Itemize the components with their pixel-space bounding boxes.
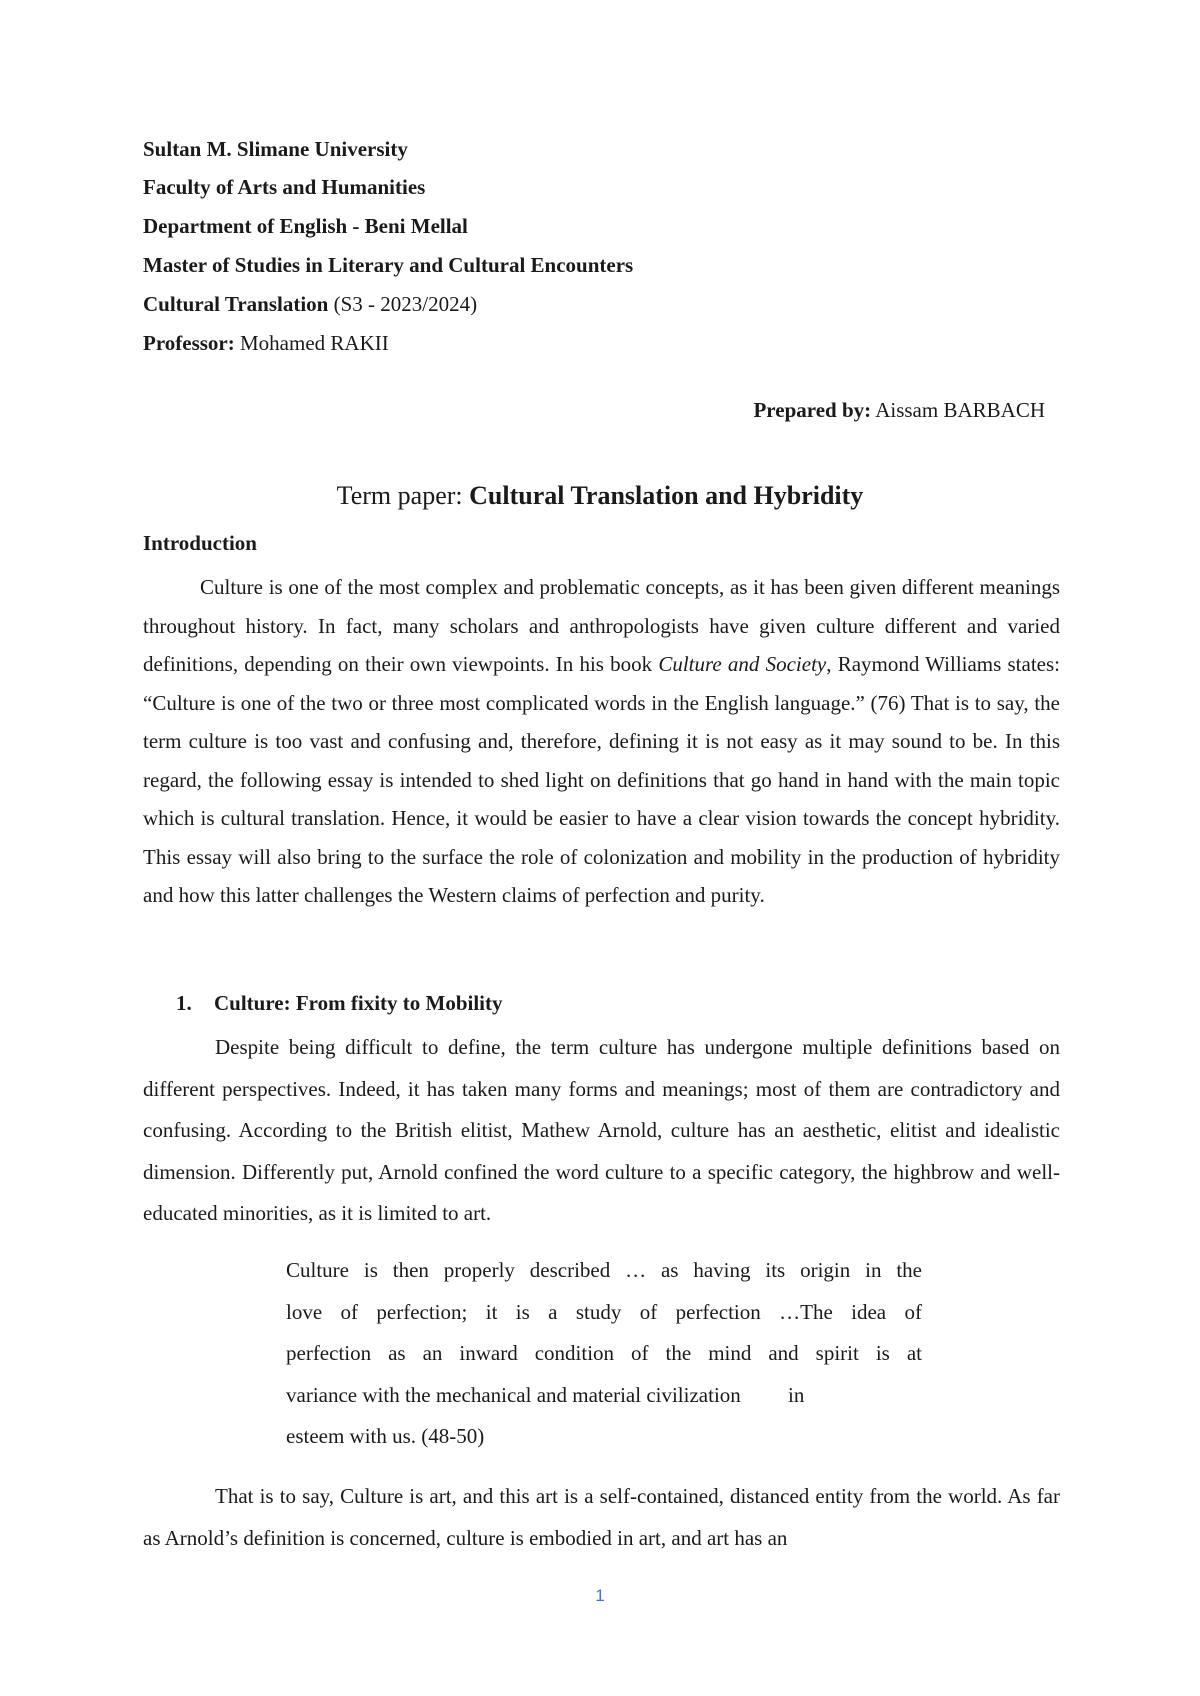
course-line — [143, 291, 477, 317]
professor-label: Professor: — [143, 331, 235, 355]
section-1-number: 1. — [176, 991, 192, 1015]
section-1-paragraph — [143, 1027, 1060, 1235]
quote-line: love of perfection; it is a study of perfection …The idea of — [286, 1299, 922, 1324]
paper-title — [0, 480, 1200, 512]
section-1-text: Despite being difficult to define, the term culture has undergone multiple definitions based on different perspectives. Indeed, it has taken many forms and meanings; most of them are contradictory and confusing. According to the British elitist, Mathew Arnold, culture has an aesthetic, elitist and idealistic dimension. Differently put, Arnold confined the word culture to a specific category, the highbrow and well-educated minorities, as it is limited to art. — [143, 1035, 1060, 1225]
course-label: Cultural Translation — [143, 292, 329, 316]
introduction-heading: Introduction — [143, 531, 257, 555]
after-quote-paragraph — [143, 1476, 1060, 1559]
intro-text-part-2: , Raymond Williams states: “Culture is one of the two or three most complicated words in the English language.” (76) That is to say, the term culture is too vast and confusing and, therefore, defining it is not easy as it may sound to be. In this regard, the following essay is intended to shed light on definitions that go hand in hand with the main topic which is cultural translation. Hence, it would be easier to have a clear vision towards the concept hybridity. This essay will also bring to the surface the role of colonization and mobility in the production of hybridity and how this latter challenges the Western claims of perfection and purity. — [143, 652, 1060, 907]
quote-line: esteem with us. (48-50) — [286, 1424, 485, 1448]
prepared-by-line — [753, 397, 1045, 423]
section-1-title: Culture: From fixity to Mobility — [214, 991, 503, 1015]
quote-line: variance with the mechanical and material civilization in — [286, 1382, 805, 1407]
department-name: Department of English - Beni Mellal — [143, 214, 468, 238]
title-prefix: Term paper: — [336, 481, 470, 510]
professor-line — [143, 330, 389, 356]
faculty-name: Faculty of Arts and Humanities — [143, 175, 426, 199]
university-name: Sultan M. Slimane University — [143, 137, 408, 161]
block-quote — [286, 1250, 922, 1458]
introduction-paragraph — [143, 568, 1060, 915]
intro-text-part-1: Culture is one of the most complex and problematic concepts, as it has been given different meanings throughout history. In fact, many scholars and anthropologists have given culture different and varied definitions, depending on their own viewpoints. In his book — [143, 575, 1060, 676]
intro-book-title: Culture and Society — [658, 652, 827, 676]
section-1-heading — [176, 990, 503, 1016]
quote-line: Culture is then properly described … as having its origin in the — [286, 1258, 922, 1282]
page-number: 1 — [595, 1586, 605, 1605]
after-quote-text: That is to say, Culture is art, and this art is a self-contained, distanced entity from the world. As far as Arnold’s definition is concerned, culture is embodied in art, and art has an — [143, 1484, 1060, 1550]
professor-name: Mohamed RAKII — [234, 331, 389, 355]
prepared-label: Prepared by: — [753, 398, 872, 422]
title-main: Cultural Translation and Hybridity — [469, 481, 864, 510]
quote-line: perfection as an inward condition of the mind and spirit is at — [286, 1341, 922, 1365]
master-program: Master of Studies in Literary and Cultural Encounters — [143, 253, 634, 277]
prepared-name: Aissam BARBACH — [871, 398, 1045, 422]
course-detail: (S3 - 2023/2024) — [328, 292, 478, 316]
